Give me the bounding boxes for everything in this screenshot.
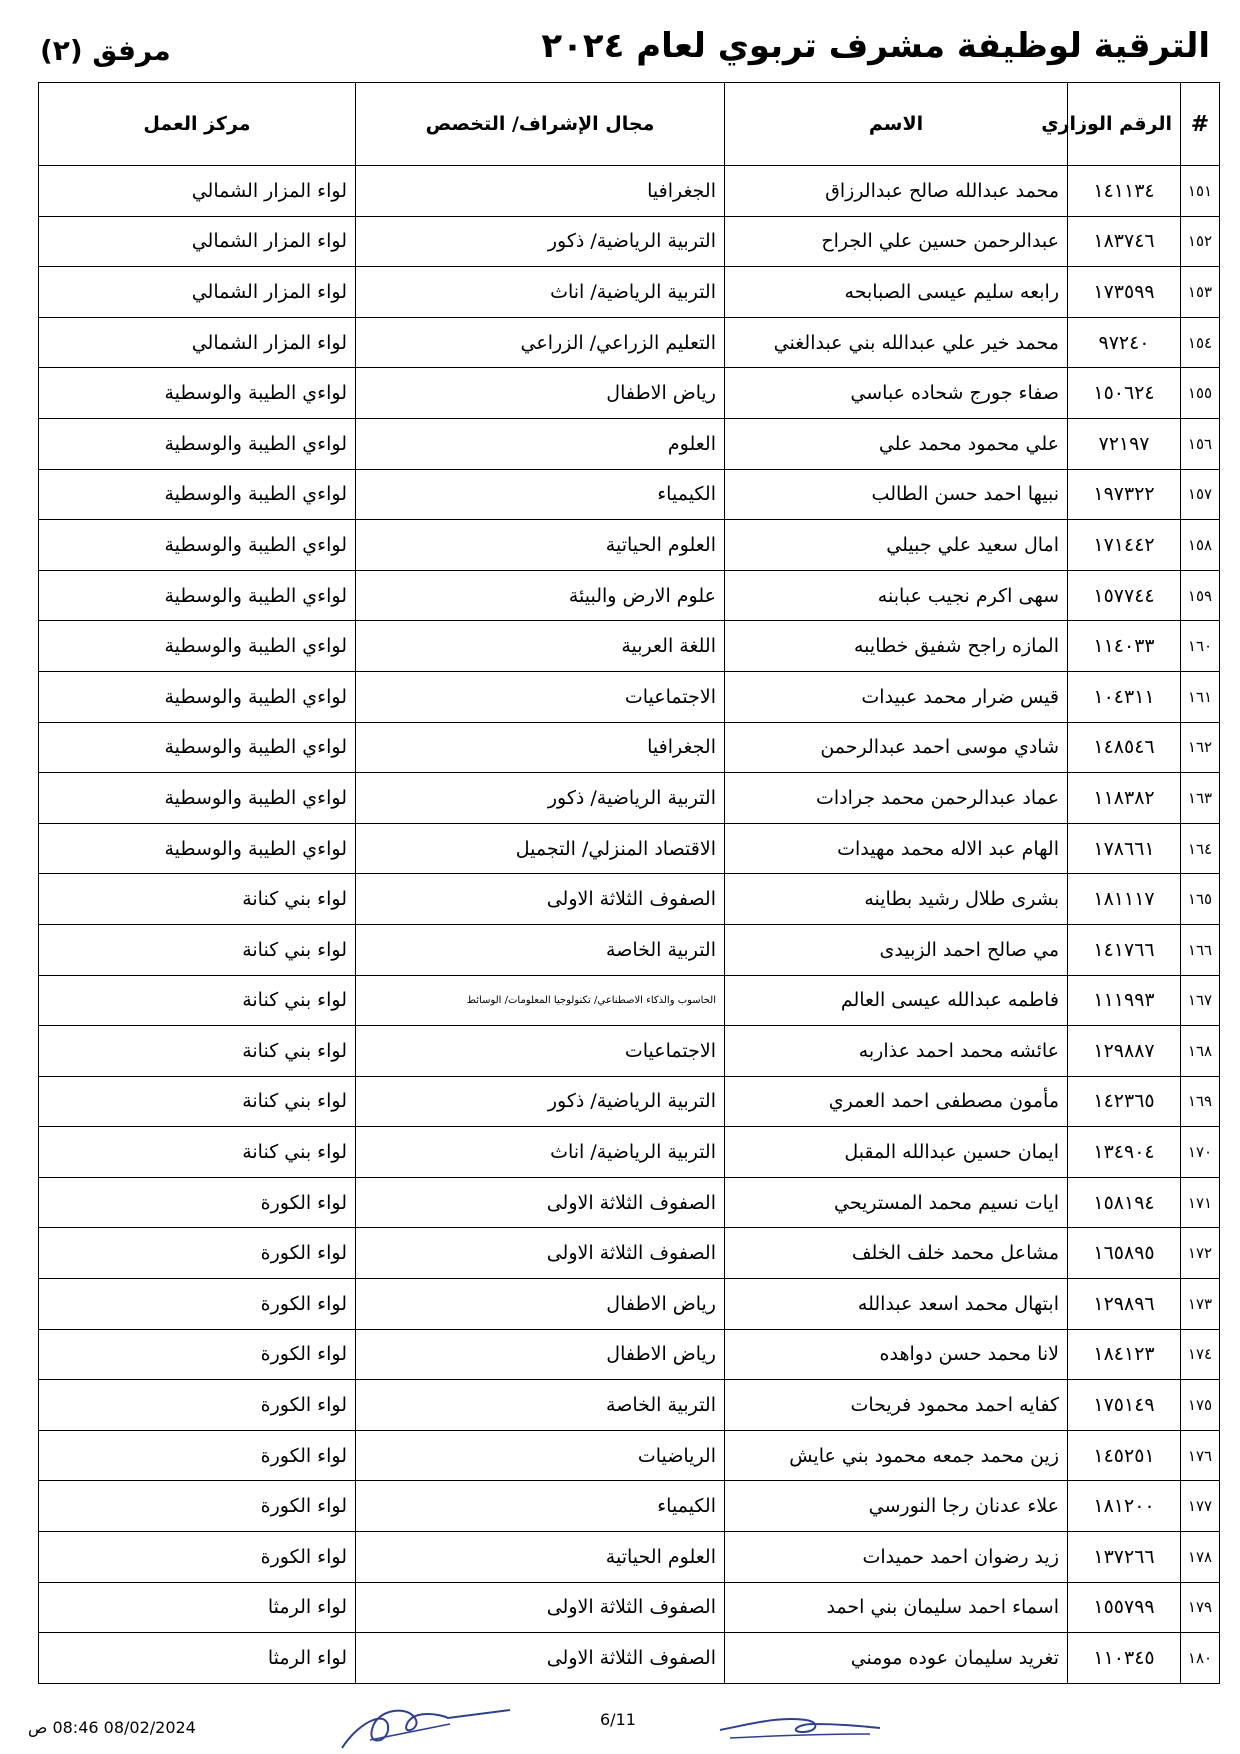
- employee-name: علي محمود محمد علي: [725, 418, 1068, 469]
- work-center: لواءي الطيبة والوسطية: [39, 469, 356, 520]
- row-number: ١٧٦: [1181, 1430, 1220, 1481]
- supervision-field: رياض الاطفال: [356, 368, 725, 419]
- page-footer: [0, 1700, 1240, 1750]
- table-body: [39, 166, 1220, 1684]
- employee-name: زيد رضوان احمد حميدات: [725, 1532, 1068, 1583]
- employee-name: ايات نسيم محمد المستريحي: [725, 1177, 1068, 1228]
- row-number: ١٦٢: [1181, 722, 1220, 773]
- employee-name: محمد عبدالله صالح عبدالرزاق: [725, 166, 1068, 217]
- supervision-field: الجغرافيا: [356, 166, 725, 217]
- employee-name: كفايه احمد محمود فريحات: [725, 1380, 1068, 1431]
- supervision-field: التربية الرياضية/ اناث: [356, 267, 725, 318]
- work-center: لواء بني كنانة: [39, 1127, 356, 1178]
- work-center: لواء الكورة: [39, 1329, 356, 1380]
- employee-name: ايمان حسين عبدالله المقبل: [725, 1127, 1068, 1178]
- supervision-field: رياض الاطفال: [356, 1329, 725, 1380]
- header-number: #: [1181, 83, 1220, 166]
- supervision-field: العلوم الحياتية: [356, 520, 725, 571]
- supervision-field: العلوم الحياتية: [356, 1532, 725, 1583]
- employee-name: ابتهال محمد اسعد عبدالله: [725, 1279, 1068, 1330]
- supervision-field: الصفوف الثلاثة الاولى: [356, 1177, 725, 1228]
- page-title: الترقية لوظيفة مشرف تربوي لعام ٢٠٢٤: [541, 26, 1210, 66]
- ministry-id: ١٧٥١٤٩: [1068, 1380, 1181, 1431]
- row-number: ١٥٧: [1181, 469, 1220, 520]
- ministry-id: ١٤٨٥٤٦: [1068, 722, 1181, 773]
- employee-name: عماد عبدالرحمن محمد جرادات: [725, 773, 1068, 824]
- row-number: ١٦٠: [1181, 621, 1220, 672]
- row-number: ١٧٠: [1181, 1127, 1220, 1178]
- ministry-id: ١١٤٠٣٣: [1068, 621, 1181, 672]
- work-center: لواء الكورة: [39, 1177, 356, 1228]
- ministry-id: ١٢٩٨٨٧: [1068, 1026, 1181, 1077]
- row-number: ١٦٦: [1181, 924, 1220, 975]
- employee-name: الهام عبد الاله محمد مهيدات: [725, 823, 1068, 874]
- work-center: لواءي الطيبة والوسطية: [39, 671, 356, 722]
- work-center: لواء المزار الشمالي: [39, 166, 356, 217]
- ministry-id: ٧٢١٩٧: [1068, 418, 1181, 469]
- row-number: ١٥٣: [1181, 267, 1220, 318]
- ministry-id: ١٧٨٦٦١: [1068, 823, 1181, 874]
- work-center: لواء الكورة: [39, 1279, 356, 1330]
- supervision-field: الصفوف الثلاثة الاولى: [356, 1228, 725, 1279]
- table-row: [39, 1026, 1220, 1077]
- row-number: ١٥٩: [1181, 570, 1220, 621]
- work-center: لواء الكورة: [39, 1430, 356, 1481]
- header-ministry-id: الرقم الوزاري: [1068, 83, 1181, 166]
- table-row: [39, 1633, 1220, 1684]
- header-work-center: مركز العمل: [39, 83, 356, 166]
- table-header-row: [39, 83, 1220, 166]
- ministry-id: ١٣٧٢٦٦: [1068, 1532, 1181, 1583]
- ministry-id: ١٠٤٣١١: [1068, 671, 1181, 722]
- work-center: لواء المزار الشمالي: [39, 267, 356, 318]
- table-row: [39, 1481, 1220, 1532]
- ministry-id: ١٤١١٣٤: [1068, 166, 1181, 217]
- ministry-id: ١١١٩٩٣: [1068, 975, 1181, 1026]
- signature-left-icon: [330, 1700, 530, 1752]
- supervision-field: التربية الرياضية/ ذكور: [356, 1076, 725, 1127]
- table-row: [39, 267, 1220, 318]
- supervision-field: الصفوف الثلاثة الاولى: [356, 874, 725, 925]
- table-row: [39, 671, 1220, 722]
- employee-name: سهى اكرم نجيب عبابنه: [725, 570, 1068, 621]
- row-number: ١٥١: [1181, 166, 1220, 217]
- supervision-field: رياض الاطفال: [356, 1279, 725, 1330]
- ministry-id: ١٨١١١٧: [1068, 874, 1181, 925]
- supervision-field: الصفوف الثلاثة الاولى: [356, 1582, 725, 1633]
- employee-name: رابعه سليم عيسى الصبابحه: [725, 267, 1068, 318]
- row-number: ١٥٥: [1181, 368, 1220, 419]
- ministry-id: ١٥٥٧٩٩: [1068, 1582, 1181, 1633]
- row-number: ١٧٢: [1181, 1228, 1220, 1279]
- work-center: لواءي الطيبة والوسطية: [39, 520, 356, 571]
- supervision-field: التربية الرياضية/ ذكور: [356, 773, 725, 824]
- work-center: لواء بني كنانة: [39, 924, 356, 975]
- table-row: [39, 773, 1220, 824]
- supervision-field: التربية الرياضية/ اناث: [356, 1127, 725, 1178]
- ministry-id: ١٨٣٧٤٦: [1068, 216, 1181, 267]
- table-row: [39, 1279, 1220, 1330]
- row-number: ١٧٧: [1181, 1481, 1220, 1532]
- supervision-field: الرياضيات: [356, 1430, 725, 1481]
- ministry-id: ١٧٣٥٩٩: [1068, 267, 1181, 318]
- table-row: [39, 823, 1220, 874]
- table-container: [38, 82, 1213, 1684]
- table-row: [39, 975, 1220, 1026]
- ministry-id: ١١٠٣٤٥: [1068, 1633, 1181, 1684]
- supervision-field: الجغرافيا: [356, 722, 725, 773]
- employee-name: مأمون مصطفى احمد العمري: [725, 1076, 1068, 1127]
- employee-name: تغريد سليمان عوده مومني: [725, 1633, 1068, 1684]
- employee-name: صفاء جورج شحاده عباسي: [725, 368, 1068, 419]
- employee-name: لانا محمد حسن دواهده: [725, 1329, 1068, 1380]
- table-row: [39, 1532, 1220, 1583]
- table-row: [39, 874, 1220, 925]
- employee-name: محمد خير علي عبدالله بني عبدالغني: [725, 317, 1068, 368]
- employee-name: علاء عدنان رجا النورسي: [725, 1481, 1068, 1532]
- table-row: [39, 368, 1220, 419]
- work-center: لواء الكورة: [39, 1228, 356, 1279]
- row-number: ١٥٤: [1181, 317, 1220, 368]
- page-header: [30, 26, 1210, 78]
- ministry-id: ١٨١٢٠٠: [1068, 1481, 1181, 1532]
- work-center: لواءي الطيبة والوسطية: [39, 773, 356, 824]
- work-center: لواءي الطيبة والوسطية: [39, 621, 356, 672]
- table-row: [39, 1430, 1220, 1481]
- employee-name: نبيها احمد حسن الطالب: [725, 469, 1068, 520]
- supervision-field: التعليم الزراعي/ الزراعي: [356, 317, 725, 368]
- row-number: ١٥٢: [1181, 216, 1220, 267]
- promotion-table: [38, 82, 1220, 1684]
- work-center: لواءي الطيبة والوسطية: [39, 570, 356, 621]
- row-number: ١٦٧: [1181, 975, 1220, 1026]
- employee-name: مي صالح احمد الزبيدى: [725, 924, 1068, 975]
- table-row: [39, 1228, 1220, 1279]
- employee-name: قيس ضرار محمد عبيدات: [725, 671, 1068, 722]
- ministry-id: ١٩٧٣٢٢: [1068, 469, 1181, 520]
- work-center: لواء بني كنانة: [39, 874, 356, 925]
- ministry-id: ١٥٧٧٤٤: [1068, 570, 1181, 621]
- supervision-field: الاجتماعيات: [356, 1026, 725, 1077]
- work-center: لواء الكورة: [39, 1532, 356, 1583]
- table-row: [39, 1582, 1220, 1633]
- work-center: لواء الرمثا: [39, 1582, 356, 1633]
- work-center: لواءي الطيبة والوسطية: [39, 722, 356, 773]
- supervision-field: اللغة العربية: [356, 621, 725, 672]
- work-center: لواء المزار الشمالي: [39, 216, 356, 267]
- row-number: ١٦٩: [1181, 1076, 1220, 1127]
- work-center: لواء بني كنانة: [39, 975, 356, 1026]
- employee-name: بشرى طلال رشيد بطاينه: [725, 874, 1068, 925]
- supervision-field: الصفوف الثلاثة الاولى: [356, 1633, 725, 1684]
- work-center: لواءي الطيبة والوسطية: [39, 823, 356, 874]
- supervision-field: الحاسوب والذكاء الاصطناعي/ تكنولوجيا المعلومات/ الوسائط: [356, 975, 725, 1026]
- work-center: لواءي الطيبة والوسطية: [39, 368, 356, 419]
- table-row: [39, 216, 1220, 267]
- ministry-id: ١٥٠٦٢٤: [1068, 368, 1181, 419]
- table-row: [39, 570, 1220, 621]
- row-number: ١٥٨: [1181, 520, 1220, 571]
- row-number: ١٧٨: [1181, 1532, 1220, 1583]
- supervision-field: التربية الخاصة: [356, 924, 725, 975]
- attachment-label: مرفق (٢): [40, 34, 171, 67]
- table-row: [39, 166, 1220, 217]
- table-row: [39, 469, 1220, 520]
- row-number: ١٧٤: [1181, 1329, 1220, 1380]
- supervision-field: الكيمياء: [356, 469, 725, 520]
- table-row: [39, 520, 1220, 571]
- signature-right-icon: [710, 1706, 890, 1746]
- work-center: لواء الكورة: [39, 1380, 356, 1431]
- employee-name: مشاعل محمد خلف الخلف: [725, 1228, 1068, 1279]
- row-number: ١٦٥: [1181, 874, 1220, 925]
- employee-name: شادي موسى احمد عبدالرحمن: [725, 722, 1068, 773]
- employee-name: عائشه محمد احمد عذاربه: [725, 1026, 1068, 1077]
- header-name: الاسم: [725, 83, 1068, 166]
- row-number: ١٦٣: [1181, 773, 1220, 824]
- ministry-id: ٩٧٢٤٠: [1068, 317, 1181, 368]
- row-number: ١٨٠: [1181, 1633, 1220, 1684]
- row-number: ١٥٦: [1181, 418, 1220, 469]
- row-number: ١٦٤: [1181, 823, 1220, 874]
- ministry-id: ١٦٥٨٩٥: [1068, 1228, 1181, 1279]
- table-row: [39, 924, 1220, 975]
- ministry-id: ١٤٢٣٦٥: [1068, 1076, 1181, 1127]
- header-field: مجال الإشراف/ التخصص: [356, 83, 725, 166]
- ministry-id: ١٥٨١٩٤: [1068, 1177, 1181, 1228]
- page-number: 6/11: [600, 1710, 636, 1729]
- table-row: [39, 621, 1220, 672]
- table-row: [39, 1177, 1220, 1228]
- employee-name: عبدالرحمن حسين علي الجراح: [725, 216, 1068, 267]
- supervision-field: الاجتماعيات: [356, 671, 725, 722]
- employee-name: زين محمد جمعه محمود بني عايش: [725, 1430, 1068, 1481]
- table-row: [39, 1076, 1220, 1127]
- timestamp: 08/02/2024 08:46 ص: [28, 1718, 196, 1737]
- ministry-id: ١٢٩٨٩٦: [1068, 1279, 1181, 1330]
- employee-name: امال سعيد علي جبيلي: [725, 520, 1068, 571]
- table-row: [39, 317, 1220, 368]
- work-center: لواء بني كنانة: [39, 1076, 356, 1127]
- work-center: لواء المزار الشمالي: [39, 317, 356, 368]
- row-number: ١٧١: [1181, 1177, 1220, 1228]
- row-number: ١٧٥: [1181, 1380, 1220, 1431]
- table-row: [39, 418, 1220, 469]
- supervision-field: علوم الارض والبيئة: [356, 570, 725, 621]
- supervision-field: التربية الخاصة: [356, 1380, 725, 1431]
- employee-name: فاطمه عبدالله عيسى العالم: [725, 975, 1068, 1026]
- work-center: لواءي الطيبة والوسطية: [39, 418, 356, 469]
- table-row: [39, 1329, 1220, 1380]
- ministry-id: ١٣٤٩٠٤: [1068, 1127, 1181, 1178]
- employee-name: اسماء احمد سليمان بني احمد: [725, 1582, 1068, 1633]
- supervision-field: الكيمياء: [356, 1481, 725, 1532]
- table-row: [39, 722, 1220, 773]
- work-center: لواء الرمثا: [39, 1633, 356, 1684]
- table-row: [39, 1380, 1220, 1431]
- row-number: ١٦٨: [1181, 1026, 1220, 1077]
- table-row: [39, 1127, 1220, 1178]
- supervision-field: العلوم: [356, 418, 725, 469]
- employee-name: المازه راجح شفيق خطايبه: [725, 621, 1068, 672]
- ministry-id: ١١٨٣٨٢: [1068, 773, 1181, 824]
- row-number: ١٦١: [1181, 671, 1220, 722]
- row-number: ١٧٩: [1181, 1582, 1220, 1633]
- supervision-field: الاقتصاد المنزلي/ التجميل: [356, 823, 725, 874]
- ministry-id: ١٧١٤٤٢: [1068, 520, 1181, 571]
- ministry-id: ١٤٥٢٥١: [1068, 1430, 1181, 1481]
- supervision-field: التربية الرياضية/ ذكور: [356, 216, 725, 267]
- ministry-id: ١٨٤١٢٣: [1068, 1329, 1181, 1380]
- row-number: ١٧٣: [1181, 1279, 1220, 1330]
- ministry-id: ١٤١٧٦٦: [1068, 924, 1181, 975]
- work-center: لواء الكورة: [39, 1481, 356, 1532]
- work-center: لواء بني كنانة: [39, 1026, 356, 1077]
